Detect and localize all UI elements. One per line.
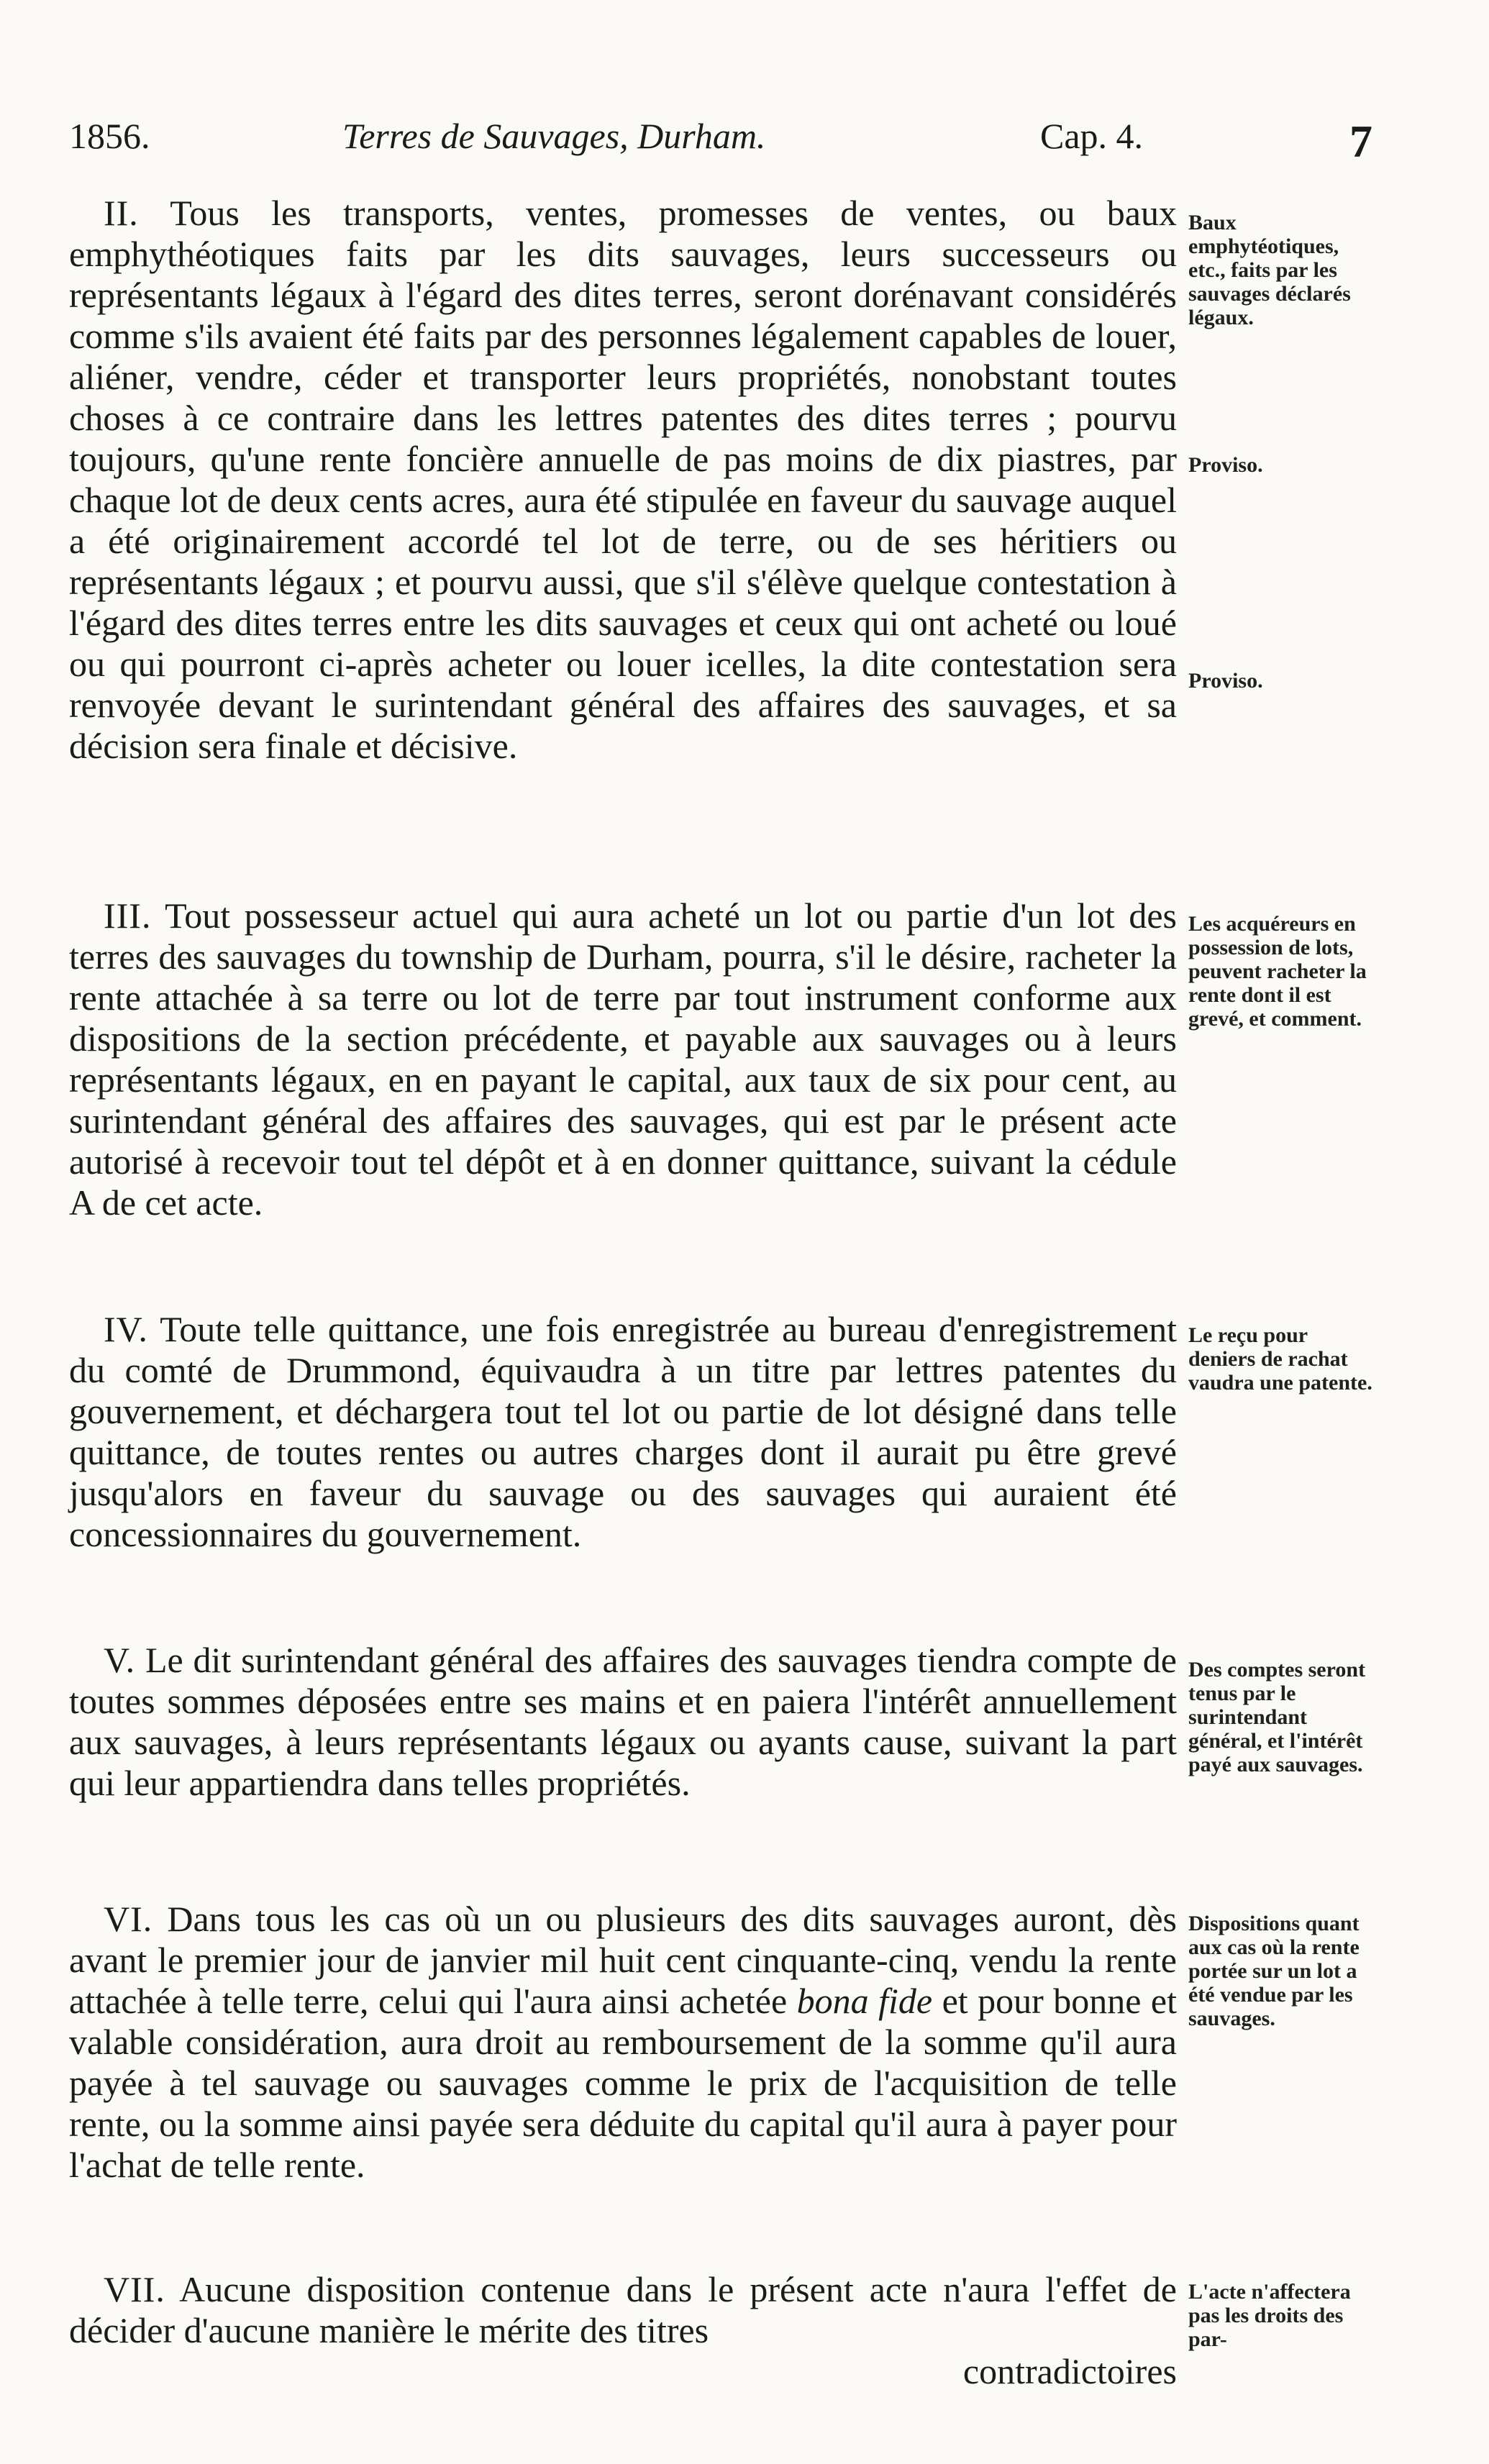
section-text: Tout possesseur actuel qui aura acheté un lot ou partie d'un lot des terres des sauvages du township de Durham, pourra, s'il le désire, racheter la rente attachée à sa terre ou lot de terre par tout instrument conforme aux dispositions de la section précédente, et payable aux sauvages ou à leurs représentants légaux, en en payant le capital, aux taux de six pour cent, au surintendant général des affaires des sauvages, qui est par le présent acte autorisé à recevoir tout tel dépôt et à en donner quittance, suivant la cédule A de cet acte.: [69, 895, 1177, 1223]
margin-note-proviso-2: [1188, 669, 1375, 693]
section-iv: [69, 1309, 1177, 1555]
section-text: Le dit surintendant général des affaires des sauvages tiendra compte de toutes sommes déposées entre ses mains et en paiera l'intérêt annuellement aux sauvages, à leurs représentants légaux ou ayants cause, suivant la part qui leur appartiendra dans telles propriétés.: [69, 1640, 1177, 1803]
section-vii-paragraph: [69, 2269, 1177, 2351]
section-v: [69, 1640, 1177, 1804]
section-numeral: IV.: [104, 1309, 148, 1349]
margin-note-text: Des comptes seront tenus par le surintendant général, et l'intérêt payé aux sauvages.: [1188, 1658, 1366, 1776]
section-iii-paragraph: [69, 895, 1177, 1223]
margin-note-iii: [1188, 912, 1375, 1031]
section-vi: [69, 1899, 1177, 2186]
margin-note-v: [1188, 1658, 1375, 1776]
section-text: Tous les transports, ventes, promesses de ventes, ou baux emphythéotiques faits par les dits sauvages, leurs successeurs ou représentants légaux à l'égard des dites terres, seront dorénavant considérés comme s'ils avaient été faits par des personnes légalement capables de louer, aliéner, vendre, céder et transporter leurs propriétés, nonobstant toutes choses à ce contraire dans les lettres patentes des dites terres ; pourvu toujours, qu'une rente foncière annuelle de pas moins de dix piastres, par chaque lot de deux cents acres, aura été stipulée en faveur du sauvage auquel a été originairement accordé tel lot de terre, ou de ses héritiers ou représentants légaux ; et pourvu aussi, que s'il s'élève quelque contestation à l'égard des dites terres entre les dits sauvages et ceux qui ont acheté ou loué ou qui pourront ci-après acheter ou louer icelles, la dite contestation sera renvoyée devant le surintendant général des affaires des sauvages, et sa décision sera finale et décisive.: [69, 193, 1177, 766]
section-text: Aucune disposition contenue dans le présent acte n'aura l'effet de décider d'aucune manière le mérite des titres: [69, 2269, 1178, 2350]
header-year: 1856.: [69, 116, 150, 156]
margin-note-iv: [1188, 1323, 1375, 1395]
catchword: contradictoires: [962, 2351, 1177, 2391]
header-title: Terres de Sauvages, Durham.: [342, 116, 766, 156]
header-chapter: Cap. 4.: [1040, 116, 1144, 156]
latin-phrase: bona fide: [796, 1981, 933, 2021]
section-iii: [69, 895, 1177, 1223]
margin-note-text: Dispositions quant aux cas où la rente portée sur un lot a été vendue par les sauvages.: [1188, 1912, 1360, 2030]
page-number: 7: [1349, 116, 1372, 167]
section-numeral: II.: [104, 193, 139, 233]
section-ii: [69, 193, 1177, 767]
section-numeral: VI.: [104, 1899, 153, 1939]
section-numeral: VII.: [104, 2269, 165, 2309]
running-header: [69, 115, 1378, 173]
margin-note-proviso-1: [1188, 453, 1375, 477]
section-ii-paragraph: [69, 193, 1177, 767]
section-text: Toute telle quittance, une fois enregistrée au bureau d'enregistrement du comté de Drummond, équivaudra à un titre par lettres patentes du gouvernement, et déchargera tout tel lot ou partie de lot désigné dans telle quittance, de toutes rentes ou autres charges dont il aurait pu être grevé jusqu'alors en faveur du sauvage ou des sauvages qui auraient été concessionnaires du gouvernement.: [69, 1309, 1177, 1554]
section-text-part-2: et pour bonne et valable considération, aura droit au remboursement de la somme qu'il aura payée à tel sauvage ou sauvages comme le prix de l'acquisition de telle rente, ou la somme ainsi payée sera déduite du capital qu'il aura à payer pour l'achat de telle rente.: [69, 1981, 1178, 2185]
margin-note-text: Proviso.: [1188, 669, 1263, 693]
margin-note-text: Le reçu pour deniers de rachat vaudra une patente.: [1188, 1323, 1372, 1395]
section-iv-paragraph: [69, 1309, 1177, 1555]
section-vii: [69, 2269, 1177, 2392]
section-vi-paragraph: [69, 1899, 1177, 2186]
margin-note-ii: [1188, 211, 1375, 329]
section-numeral: III.: [104, 895, 152, 936]
margin-note-text: Baux emphytéotiques, etc., faits par les sauvages déclarés légaux.: [1188, 211, 1351, 329]
margin-note-text: Les acquéreurs en possession de lots, peuvent racheter la rente dont il est grevé, et comment.: [1188, 912, 1367, 1031]
margin-note-text: L'acte n'affectera pas les droits des par-: [1188, 2280, 1351, 2351]
margin-note-vi: [1188, 1912, 1375, 2030]
section-v-paragraph: [69, 1640, 1177, 1804]
section-text-part-1: Dans tous les cas où un ou plusieurs des dits sauvages auront, dès avant le premier jour de janvier mil huit cent cinquante-cinq, vendu la rente attachée à telle terre, celui qui l'aura ainsi achetée: [69, 1899, 1177, 2021]
margin-note-vii: [1188, 2280, 1375, 2351]
section-numeral: V.: [104, 1640, 136, 1680]
margin-note-text: Proviso.: [1188, 453, 1263, 477]
